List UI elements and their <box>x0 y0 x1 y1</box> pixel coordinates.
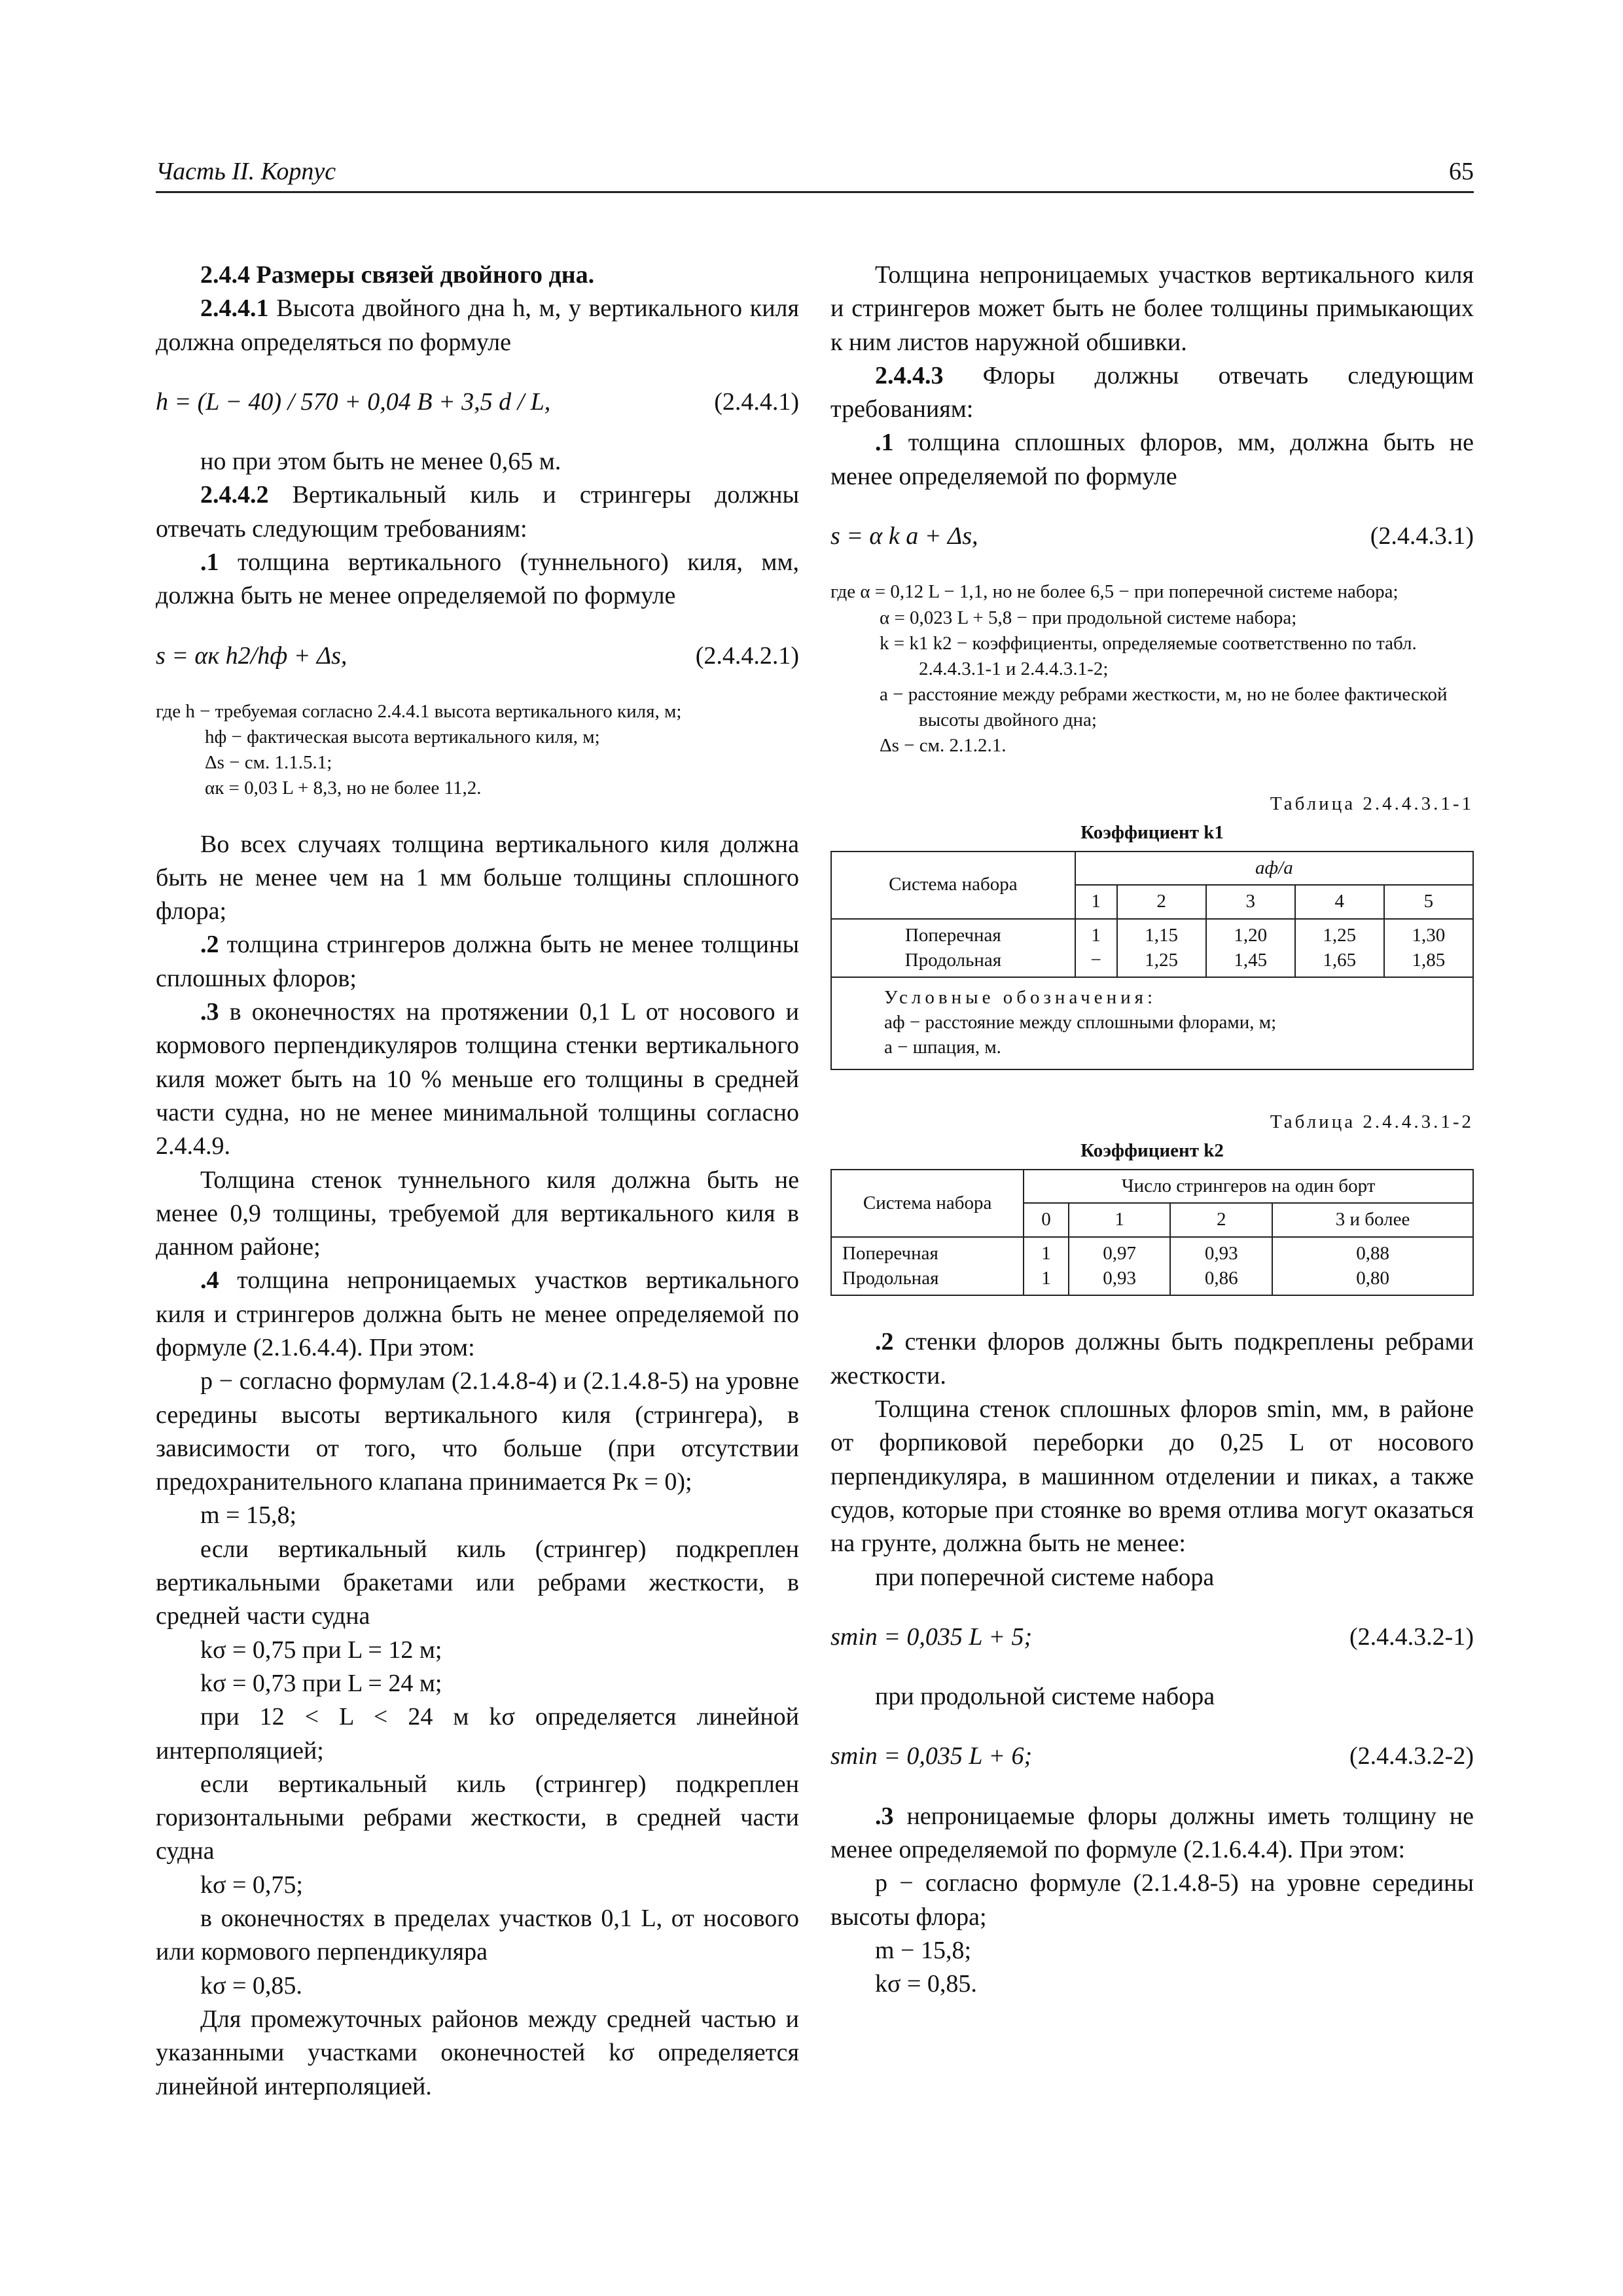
para-intermediate: Для промежуточных районов между средней частью и указанными участками оконечностей kσ определяется линейной интерполяцией. <box>156 2005 799 2100</box>
definition: где α = 0,12 L − 1,1, но не более 6,5 − при поперечной системе набора; <box>830 581 1399 603</box>
table-cell: 1,20 1,45 <box>1206 919 1295 977</box>
formula-text: h = (L − 40) / 570 + 0,04 B + 3,5 d / L, <box>156 387 551 416</box>
formula-text: smin = 0,035 L + 6; <box>830 1742 1033 1770</box>
section-heading-2-4-4: 2.4.4 Размеры связей двойного дна. <box>200 261 595 289</box>
table-header-system: Система набора <box>831 1170 1024 1237</box>
para-longitudinal: при продольной системе набора <box>875 1683 1215 1711</box>
formula-2-4-4-3-2-1 <box>830 1621 1474 1654</box>
definition: где h − требуемая согласно 2.4.4.1 высота вертикального киля, м; <box>156 700 682 722</box>
table-row-labels: Поперечная Продольная <box>831 1237 1024 1295</box>
definition: a − расстояние между ребрами жесткости, м, но не более фактической высоты двойного дна; <box>880 683 1448 731</box>
para-k-sigma-2: kσ = 0,73 при L = 24 м; <box>200 1669 442 1697</box>
para-2-4-4-2: 2.4.4.2 Вертикальный киль и стрингеры должны отвечать следующим требованиям: <box>156 481 799 543</box>
para-smin: Толщина стенок сплошных флоров smin, мм, в районе от форпиковой переборки до 0,25 L от носового перпендикуляра, в машинном отделении и пиках, а также судов, которые при стоянке во время отлива могут оказаться на грунте, должна быть не менее: <box>830 1395 1474 1558</box>
table-1-caption: Таблица 2.4.4.3.1-1 <box>1270 793 1474 815</box>
table-col-header: 2 <box>1170 1203 1272 1237</box>
para-p: p − согласно формуле (2.1.4.8-5) на уровне середины высоты флора; <box>830 1869 1474 1931</box>
item-2-floor-stiffeners: .2 стенки флоров должны быть подкреплены ребрами жесткости. <box>830 1328 1474 1390</box>
item-3-watertight-floors: .3 непроницаемые флоры должны иметь толщину не менее определяемой по формуле (2.1.6.4.4). При этом: <box>830 1802 1474 1864</box>
table-cell: 1,25 1,65 <box>1295 919 1384 977</box>
table-1-title: Коэффициент k1 <box>1080 821 1224 843</box>
para-2-4-4-1: 2.4.4.1 Высота двойного дна h, м, у вертикального киля должна определяться по формуле <box>156 295 799 356</box>
table-cell: 0,88 0,80 <box>1272 1237 1473 1295</box>
formula-number: (2.4.4.3.2-1) <box>1349 1623 1474 1651</box>
para-m: m − 15,8; <box>875 1936 972 1964</box>
para-k-sigma: kσ = 0,85. <box>875 1970 977 1998</box>
page-header <box>156 157 1474 193</box>
formula-text: s = α k a + Δs, <box>830 522 978 550</box>
formula-definitions <box>830 579 1474 759</box>
table-col-header: 0 <box>1024 1203 1068 1237</box>
item-4-watertight: .4 толщина непроницаемых участков вертикального киля и стрингеров должна быть не менее определяемой по формуле (2.1.6.4.4). При этом: <box>156 1266 799 1361</box>
table-col-header: 4 <box>1295 885 1384 919</box>
para-all-cases: Во всех случаях толщина вертикального киля должна быть не менее чем на 1 мм больше толщины сплошного флора; <box>156 830 799 925</box>
definition: Δs − см. 2.1.2.1. <box>880 735 1007 757</box>
table-row <box>831 1237 1473 1295</box>
item-2-stringers: .2 толщина стрингеров должна быть не менее толщины сплошных флоров; <box>156 931 799 992</box>
para-if-horizontal: если вертикальный киль (стрингер) подкреплен горизонтальными ребрами жесткости, в средней части судна <box>156 1770 799 1865</box>
definition: Δs − см. 1.1.5.1; <box>205 752 332 774</box>
para-k-sigma-1: kσ = 0,75 при L = 12 м; <box>200 1636 442 1664</box>
table-row-labels: Поперечная Продольная <box>831 919 1075 977</box>
table-k2 <box>830 1169 1474 1297</box>
formula-text: smin = 0,035 L + 5; <box>830 1623 1033 1651</box>
table-header-system: Система набора <box>831 852 1075 919</box>
formula-number: (2.4.4.3.1) <box>1370 522 1474 550</box>
para-min-height: но при этом быть не менее 0,65 м. <box>200 448 562 476</box>
para-transverse: при поперечной системе набора <box>875 1563 1215 1591</box>
formula-2-4-4-3-1 <box>830 520 1474 553</box>
para-watertight-limit: Толщина непроницаемых участков вертикального киля и стрингеров может быть не более толщины примыкающих к ним листов наружной обшивки. <box>830 261 1474 356</box>
left-column <box>156 259 799 2104</box>
table-cell: 1,30 1,85 <box>1384 919 1473 977</box>
table-col-header: 1 <box>1069 1203 1171 1237</box>
legend-item: aф − расстояние между сплошными флорами, м; <box>884 1012 1277 1033</box>
item-3-ends: .3 в оконечностях на протяжении 0,1 L от носового и кормового перпендикуляров толщина стенки вертикального киля может быть на 10 % меньше его толщины в средней части судна, но не менее минимальной толщины согласно 2.4.4.9. <box>156 998 799 1160</box>
table-header-group: Число стрингеров на один борт <box>1024 1170 1473 1204</box>
table-col-header: 3 и более <box>1272 1203 1473 1237</box>
formula-number: (2.4.4.3.2-2) <box>1349 1742 1474 1770</box>
table-k1 <box>830 851 1474 1071</box>
table-col-header: 5 <box>1384 885 1473 919</box>
table-row <box>831 919 1473 977</box>
item-1-keel-thickness: .1 толщина вертикального (туннельного) киля, мм, должна быть не менее определяемой по формуле <box>156 548 799 610</box>
para-interpolation: при 12 < L < 24 м kσ определяется линейной интерполяцией; <box>156 1703 799 1765</box>
para-ends-zone: в оконечностях в пределах участков 0,1 L, от носового или кормового перпендикуляра <box>156 1905 799 1966</box>
para-m: m = 15,8; <box>200 1501 297 1530</box>
formula-definitions <box>156 699 799 802</box>
para-tunnel-keel: Толщина стенок туннельного киля должна быть не менее 0,9 толщины, требуемой для вертикального киля в данном районе; <box>156 1166 799 1261</box>
table-col-header: 1 <box>1075 885 1117 919</box>
formula-text: s = αк h2/hф + Δs, <box>156 641 348 670</box>
formula-2-4-4-2-1 <box>156 639 799 673</box>
para-pressure: p − согласно формулам (2.1.4.8-4) и (2.1.4.8-5) на уровне середины высоты вертикального киля (стрингера), в зависимости от того, что больше (при отсутствии предохранительного клапана принимается Pк = 0); <box>156 1367 799 1496</box>
definition: hф − фактическая высота вертикального киля, м; <box>205 726 600 748</box>
formula-number: (2.4.4.2.1) <box>695 641 799 670</box>
table-legend <box>831 977 1473 1069</box>
table-col-header: 3 <box>1206 885 1295 919</box>
running-title: Часть II. Корпус <box>156 158 336 185</box>
formula-2-4-4-3-2-2 <box>830 1740 1474 1773</box>
table-cell: 1 1 <box>1024 1237 1068 1295</box>
table-cell: 0,93 0,86 <box>1170 1237 1272 1295</box>
item-1-floor-thickness: .1 толщина сплошных флоров, мм, должна быть не менее определяемой по формуле <box>830 429 1474 490</box>
table-cell: 1,15 1,25 <box>1117 919 1206 977</box>
formula-number: (2.4.4.1) <box>714 387 799 416</box>
legend-title: Условные обозначения: <box>884 987 1157 1009</box>
table-col-header: 2 <box>1117 885 1206 919</box>
table-header-ratio: aф/a <box>1075 852 1473 886</box>
definition: k = k1 k2 − коэффициенты, определяемые соответственно по табл. 2.4.4.3.1-1 и 2.4.4.3.1-2; <box>880 632 1417 679</box>
right-column <box>830 259 1474 2001</box>
table-cell: 1 − <box>1075 919 1117 977</box>
page-number: 65 <box>1449 158 1474 185</box>
para-if-vertical: если вертикальный киль (стрингер) подкреплен вертикальными бракетами или ребрами жесткости, в средней части судна <box>156 1535 799 1630</box>
legend-item: a − шпация, м. <box>884 1036 1001 1058</box>
formula-2-4-4-1 <box>156 386 799 419</box>
definition: αк = 0,03 L + 8,3, но не более 11,2. <box>205 778 482 799</box>
para-k-sigma-4: kσ = 0,85. <box>200 1971 302 2000</box>
definition: α = 0,023 L + 5,8 − при продольной системе набора; <box>880 607 1297 628</box>
table-cell: 0,97 0,93 <box>1069 1237 1171 1295</box>
para-k-sigma-3: kσ = 0,75; <box>200 1871 303 1899</box>
table-2-caption: Таблица 2.4.4.3.1-2 <box>1270 1111 1474 1133</box>
table-2-title: Коэффициент k2 <box>1080 1139 1224 1161</box>
para-2-4-4-3: 2.4.4.3 Флоры должны отвечать следующим требованиям: <box>830 361 1474 423</box>
